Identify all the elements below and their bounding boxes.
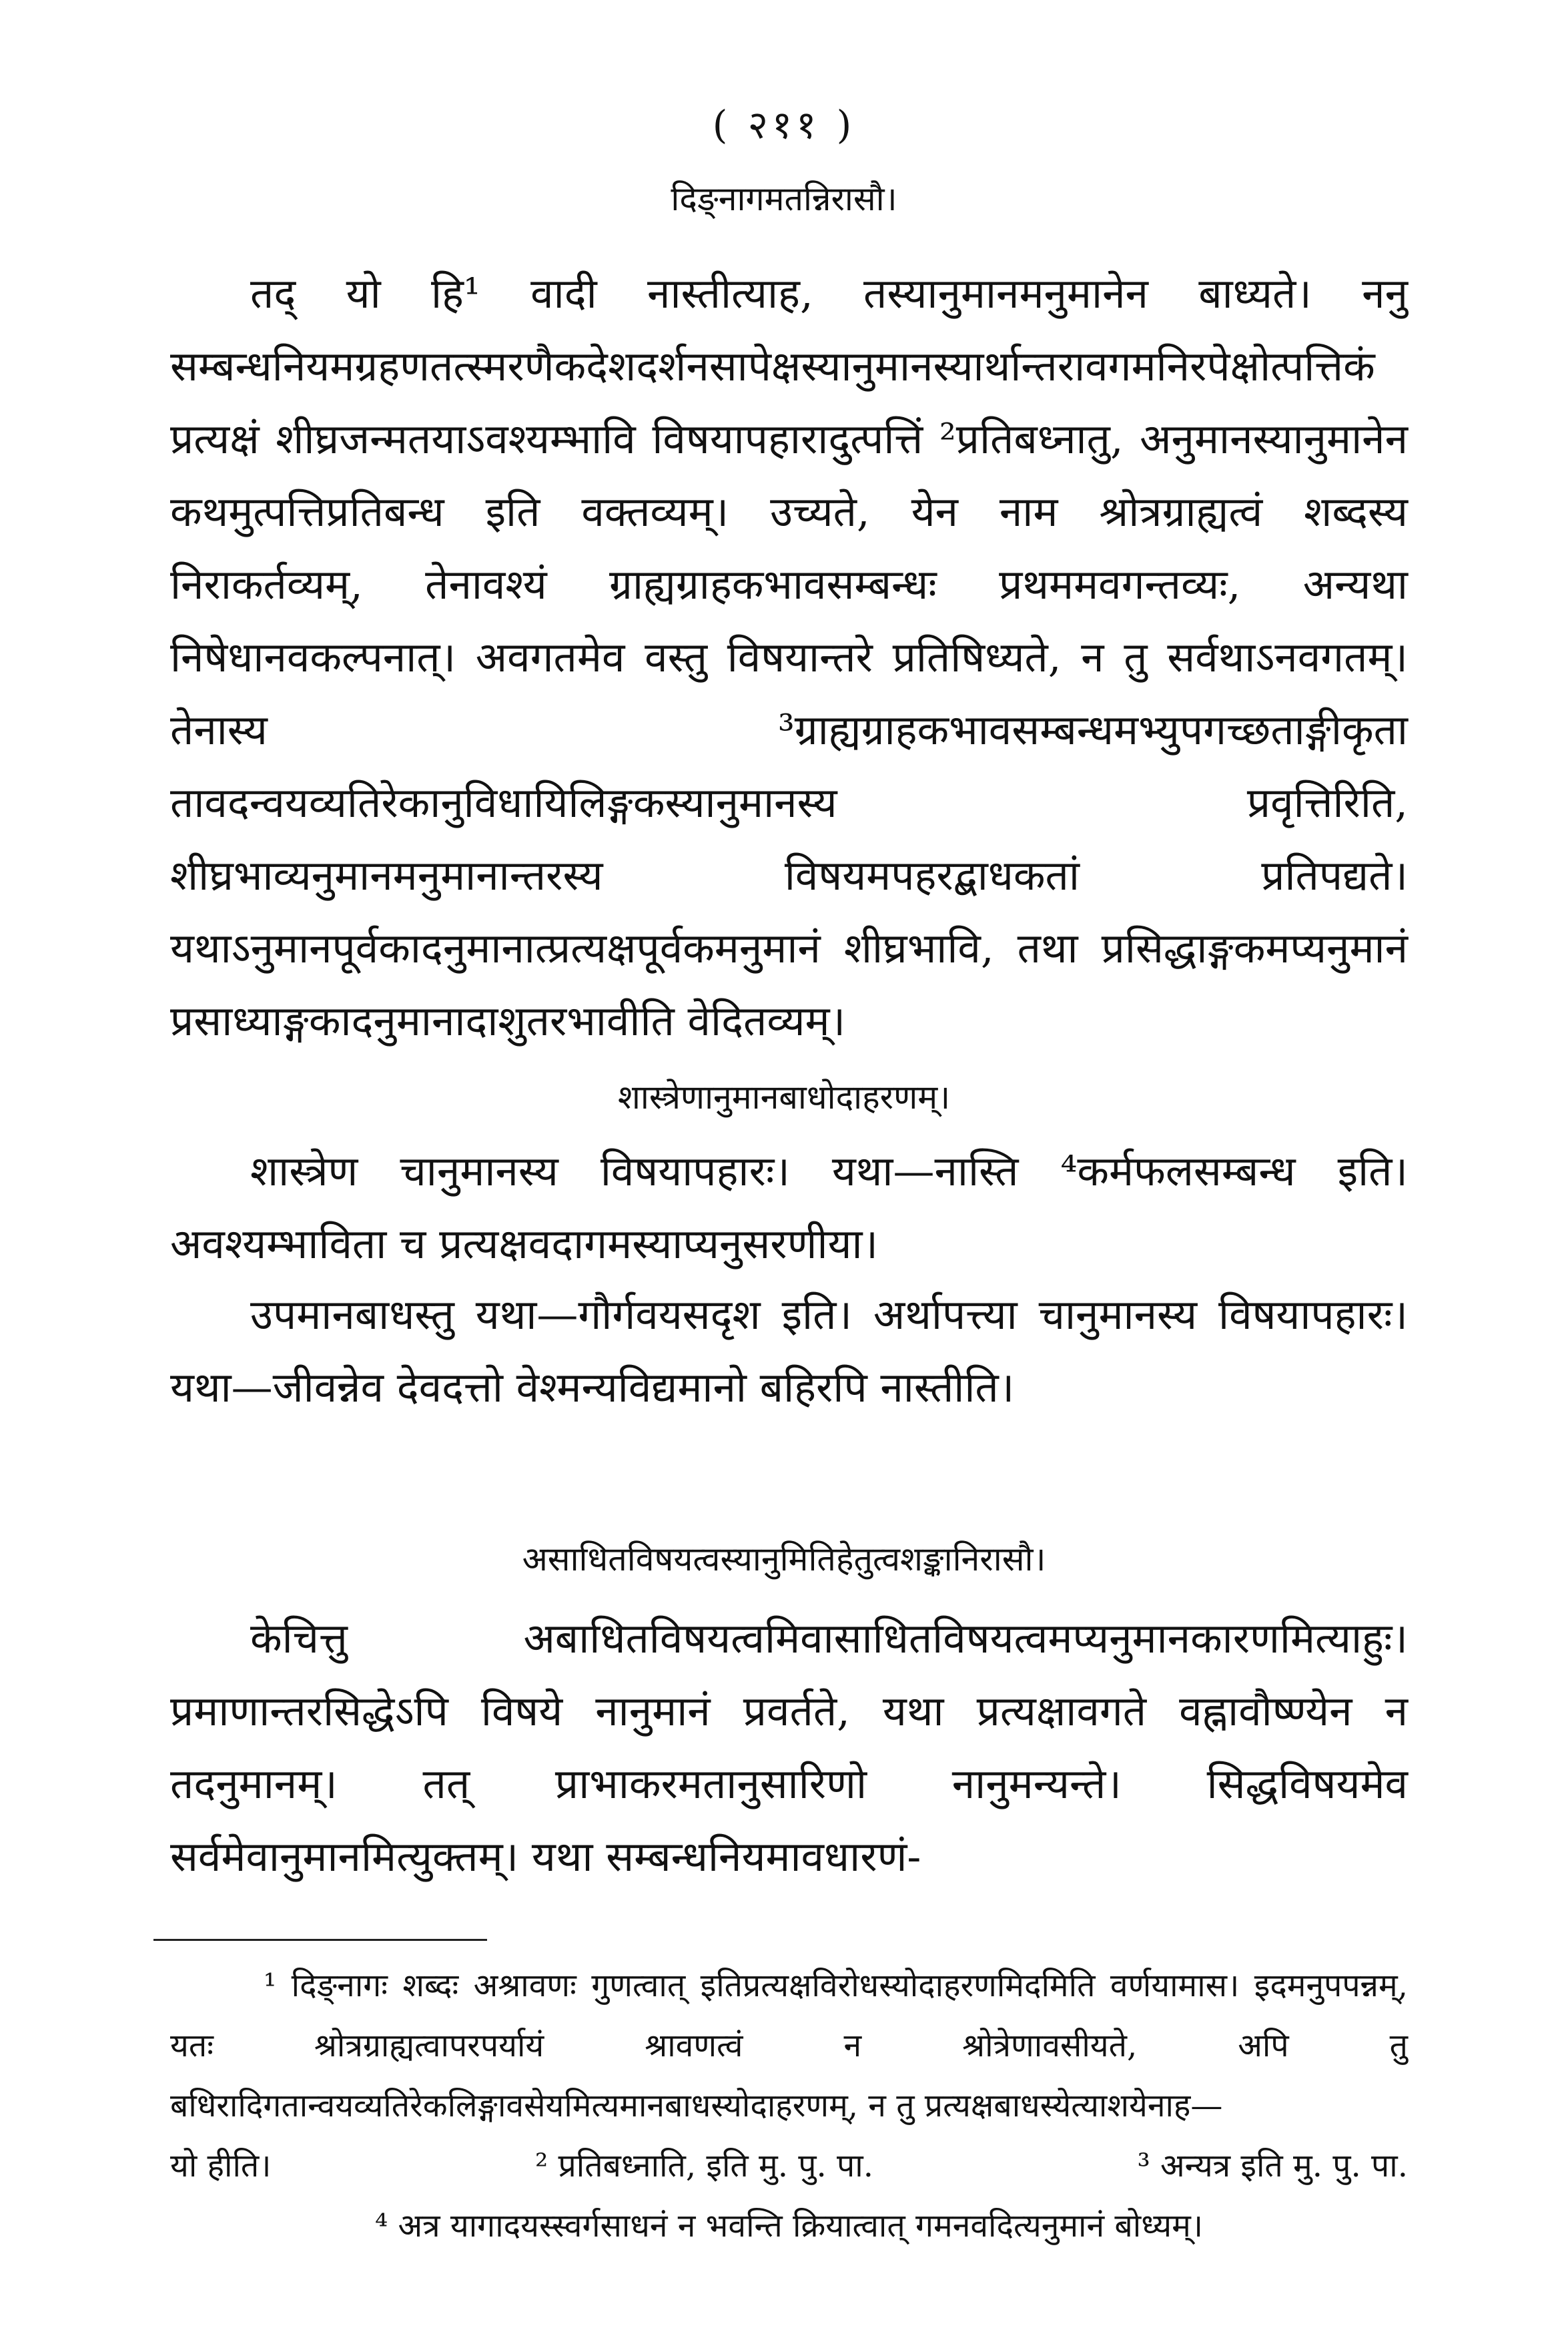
section-heading-3: असाधितविषयत्वस्यानुमितिहेतुत्वशङ्कानिरासौ। — [522, 1540, 1046, 1578]
page-number: ( २११ ) — [712, 102, 856, 148]
footnote-2: ² प्रतिबध्नाति, इति मु. पु. पा. — [534, 2147, 873, 2184]
footnote-4: ⁴ अत्र यागादयस्स्वर्गसाधनं न भवन्ति क्रियात्वात् गमनवदित्यनुमानं बोध्यम्। — [374, 2207, 1204, 2245]
paragraph-3: उपमानबाधस्तु यथा—गौर्गवयसदृश इति। अर्थापत्त्या चानुमानस्य विषयापहारः। यथा—जीवन्नेव देवदत्तो वेश्मन्यविद्यमानो बहिरपि नास्तीति। — [170, 1290, 1408, 1412]
paragraph-4: केचित्तु अबाधितविषयत्वमिवासाधितविषयत्वमप्यनुमानकारणमित्याहुः। प्रमाणान्तरसिद्धेऽपि विषये नानुमानं प्रवर्तते, यथा प्रत्यक्षावगते वह्नावौष्ण्येन न तदनुमानम्। तत् प्राभाकरमतानुसारिणो नानुमन्यन्ते। सिद्धविषयमेव सर्वमेवानुमानमित्युक्तम्। यथा सम्बन्धनियमावधारणं- — [170, 1614, 1408, 1881]
footnote-divider — [153, 1939, 487, 1941]
footnote-1: ¹ दिङ्नागः शब्दः अश्रावणः गुणत्वात् इतिप्रत्यक्षविरोधस्योदाहरणमिदमिति वर्णयामास। इदमनुपपन्नम्, यतः श्रोत्रग्राह्यत्वापरपर्यायं श्रावणत्वं न श्रोत्रेणावसीयते, अपि तु बधिरादिगतान्वयव्यतिरेकलिङ्गावसेयमित्यमानबाधस्योदाहरणम्, न तु प्रत्यक्षबाधस्येत्याशयेनाह— — [170, 1967, 1408, 2124]
footnote-3: ³ अन्यत्र इति मु. पु. पा. — [1137, 2147, 1408, 2184]
section-heading-2: शास्त्रेणानुमानबाधोदाहरणम्। — [617, 1078, 951, 1117]
paragraph-1: तद् यो हि¹ वादी नास्तीत्याह, तस्यानुमानमनुमानेन बाध्यते। ननु सम्बन्धनियमग्रहणतत्स्मरणैकदेशदर्शनसापेक्षस्यानुमानस्यार्थान्तरावगमनिरपेक्षोत्पत्तिकं प्रत्यक्षं शीघ्रजन्मतयाऽवश्यम्भावि विषयापहारादुत्पत्तिं ²प्रतिबध्नातु, अनुमानस्यानुमानेन कथमुत्पत्तिप्रतिबन्ध इति वक्तव्यम्। उच्यते, येन नाम श्रोत्रग्राह्यत्वं शब्दस्य निराकर्तव्यम्, तेनावश्यं ग्राह्यग्राहकभावसम्बन्धः प्रथममवगन्तव्यः, अन्यथा निषेधानवकल्पनात्। अवगतमेव वस्तु विषयान्तरे प्रतिषिध्यते, न तु सर्वथाऽनवगतम्। तेनास्य ³ग्राह्यग्राहकभावसम्बन्धमभ्युपगच्छताङ्गीकृता तावदन्वयव्यतिरेकानुविधायिलिङ्गकस्यानुमानस्य प्रवृत्तिरिति, शीघ्रभाव्यनुमानमनुमानान्तरस्य विषयमपहरद्बाधकतां प्रतिपद्यते। यथाऽनुमानपूर्वकादनुमानात्प्रत्यक्षपूर्वकमनुमानं शीघ्रभावि, तथा प्रसिद्धाङ्गकमप्यनुमानं प्रसाध्याङ्गकादनुमानादाशुतरभावीति वेदितव्यम्। — [170, 269, 1408, 1045]
paragraph-2: शास्त्रेण चानुमानस्य विषयापहारः। यथा—नास्ति ⁴कर्मफलसम्बन्ध इति। अवश्यम्भाविता च प्रत्यक्षवदागमस्याप्यनुसरणीया। — [170, 1147, 1408, 1268]
footnote-1-end: यो हीति। — [170, 2147, 272, 2184]
footnote-row — [170, 2136, 1408, 2196]
section-heading-1: दिङ्नागमतन्निरासौ। — [671, 180, 897, 218]
